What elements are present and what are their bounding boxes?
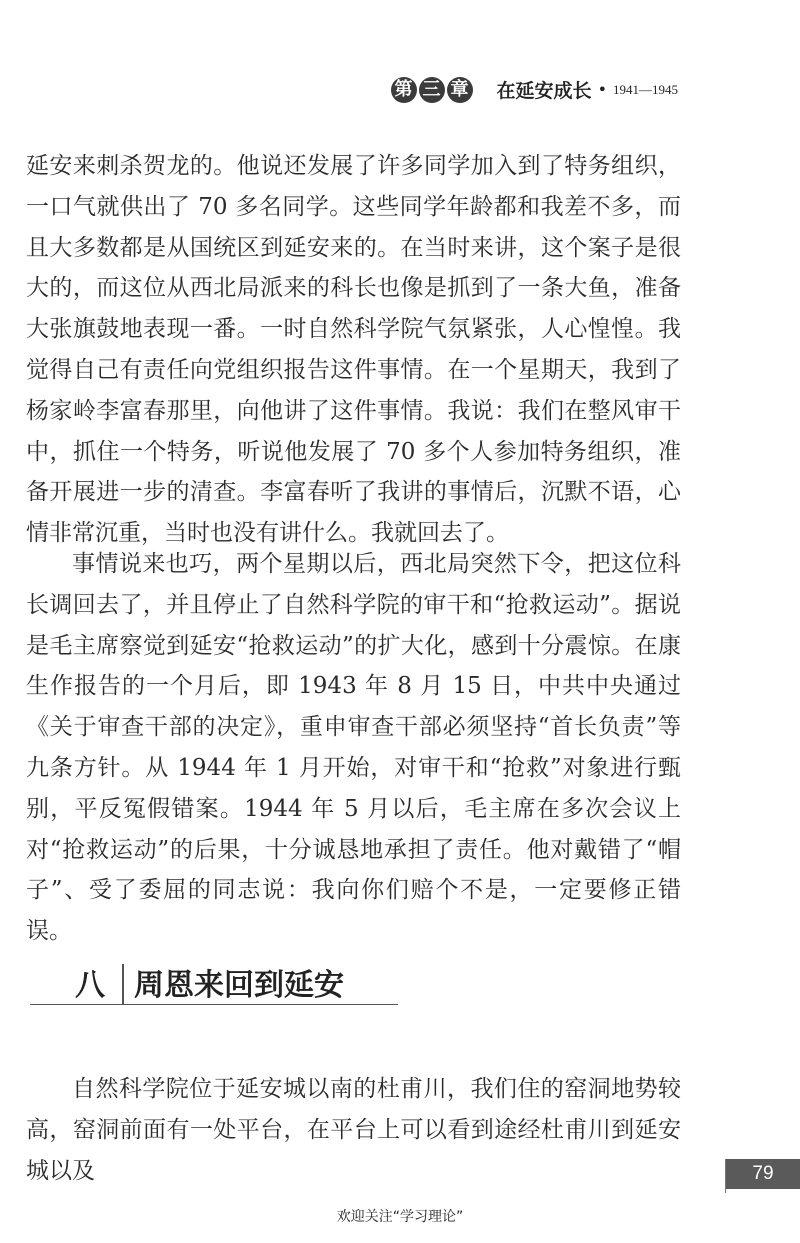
chapter-badge-char-1: 第 bbox=[391, 77, 417, 103]
chapter-badge-char-2: 三 bbox=[419, 77, 445, 103]
chapter-badge-char-3: 章 bbox=[447, 77, 473, 103]
chapter-separator: • bbox=[597, 80, 607, 99]
body-paragraph-2: 事情说来也巧，两个星期以后，西北局突然下令，把这位科长调回去了，并且停止了自然科学院的审干和“抢救运动”。据说是毛主席察觉到延安“抢救运动”的扩大化，感到十分震惊。在康生作报告的一个月后，即 1943 年 8 月 15 日，中共中央通过《关于审查干部的决定》，重申审查干部必须坚持“首长负责”等九条方针。从 1944 年 1 月开始，对审干和“抢救”对象进行甄别，平反冤假错案。1944 年 5 月以后，毛主席在多次会议上对“抢救运动”的后果，十分诚恳地承担了责任。他对戴错了“帽子”、受了委屈的同志说：我向你们赔个不是，一定要修正错误。 bbox=[26, 551, 681, 945]
running-header bbox=[391, 76, 678, 103]
chapter-years: 1941—1945 bbox=[613, 81, 678, 97]
section-divider bbox=[122, 964, 124, 1004]
body-paragraph-1: 延安来刺杀贺龙的。他说还发展了许多同学加入到了特务组织，一口气就供出了 70 多名同学。这些同学年龄都和我差不多，而且大多数都是从国统区到延安来的。在当时来讲，这个案子是很大的，而这位从西北局派来的科长也像是抓到了一条大鱼，准备大张旗鼓地表现一番。一时自然科学院气氛紧张，人心惶惶。我觉得自己有责任向党组织报告这件事情。在一个星期天，我到了杨家岭李富春那里，向他讲了这件事情。我说：我们在整风审干中，抓住一个特务，听说他发展了 70 多个人参加特务组织，准备开展进一步的清查。李富春听了我讲的事情后，沉默不语，心情非常沉重，当时也没有讲什么。我就回去了。 bbox=[26, 153, 681, 547]
chapter-title: 在延安成长 bbox=[496, 80, 592, 102]
section-number: 八 bbox=[75, 968, 105, 1003]
section-title: 周恩来回到延安 bbox=[134, 968, 344, 1003]
chapter-badge bbox=[391, 77, 475, 103]
section-heading bbox=[30, 958, 398, 1005]
footer-note: 欢迎关注“学习理论” bbox=[336, 1209, 464, 1225]
body-paragraph-3: 自然科学院位于延安城以南的杜甫川，我们住的窑洞地势较高，窑洞前面有一处平台，在平台上可以看到途经杜甫川到延安城以及 bbox=[26, 1076, 681, 1184]
page-number: 79 bbox=[726, 1159, 800, 1189]
